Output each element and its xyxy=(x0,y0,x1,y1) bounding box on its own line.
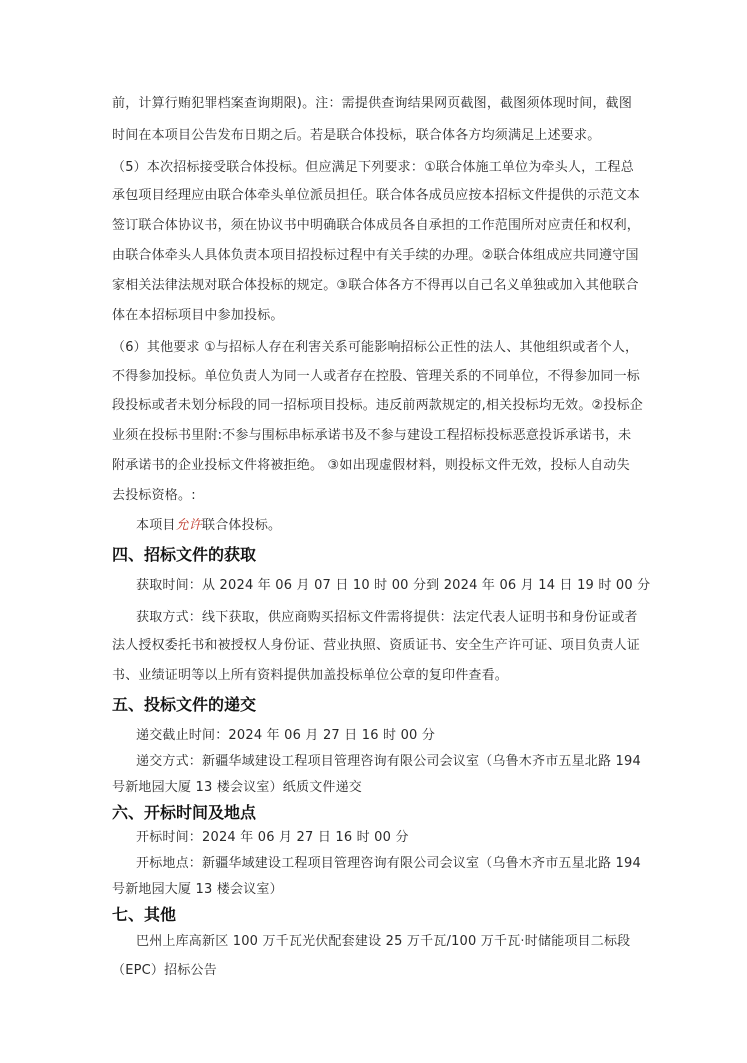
text-line: 法人授权委托书和被授权人身份证、营业执照、资质证书、安全生产许可证、项目负责人证 xyxy=(112,638,641,653)
text-line: 由联合体牵头人具体负责本项目招投标过程中有关手续的办理。②联合体组成应共同遵守国 xyxy=(112,248,639,263)
text-line: 联合体投标。 xyxy=(202,518,282,533)
text-line: （5）本次招标接受联合体投标。但应满足下列要求：①联合体施工单位为牵头人，工程总 xyxy=(112,160,634,175)
text-line: 获取时间：从 2024 年 06 月 07 日 10 时 00 分到 2024 年 06 月 14 日 19 时 00 分 xyxy=(136,578,651,593)
text-line: 家相关法律法规对联合体投标的规定。③联合体各方不得再以自己名义单独或加入其他联合 xyxy=(112,278,639,293)
text-line: 签订联合体协议书，须在协议书中明确联合体成员各自承担的工作范围所对应责任和权利， xyxy=(112,218,641,233)
text-line: 去投标资格。: xyxy=(112,488,196,503)
text-line: 号新地园大厦 13 楼会议室） xyxy=(112,882,283,897)
text-line: 体在本招标项目中参加投标。 xyxy=(112,308,284,323)
section-heading-7: 七、其他 xyxy=(112,905,177,924)
text-line: 巴州上库高新区 100 万千瓦光伏配套建设 25 万千瓦/100 万千瓦·时储能项目二标段 xyxy=(136,934,631,949)
text-line: 不得参加投标。单位负责人为同一人或者存在控股、管理关系的不同单位，不得参加同一标 xyxy=(112,369,641,384)
text-line: 获取方式：线下获取，供应商购买招标文件需将提供：法定代表人证明书和身份证或者 xyxy=(136,610,638,625)
text-line: 开标地点：新疆华域建设工程项目管理咨询有限公司会议室（乌鲁木齐市五星北路 194 xyxy=(136,856,641,871)
text-line: 业须在投标书里附:不参与围标串标承诺书及不参与建设工程招标投标恶意投诉承诺书，未 xyxy=(112,428,632,443)
text-line: 号新地园大厦 13 楼会议室）纸质文件递交 xyxy=(112,780,363,795)
allow-consortium-line xyxy=(136,517,281,535)
section-heading-5: 五、投标文件的递交 xyxy=(112,695,257,714)
text-line: 书、业绩证明等以上所有资料提供加盖投标单位公章的复印件查看。 xyxy=(112,668,509,683)
text-line: 本项目 xyxy=(136,518,176,533)
text-line: （EPC）招标公告 xyxy=(112,963,217,978)
section-heading-6: 六、开标时间及地点 xyxy=(112,803,257,822)
text-line: 时间在本项目公告发布日期之后。若是联合体投标，联合体各方均须满足上述要求。 xyxy=(112,128,601,143)
text-line: 前，计算行贿犯罪档案查询期限)。注：需提供查询结果网页截图，截图须体现时间，截图 xyxy=(112,96,633,111)
text-line: 段投标或者未划分标段的同一招标项目投标。违反前两款规定的,相关投标均无效。②投标企 xyxy=(112,398,643,413)
text-line: 递交方式：新疆华域建设工程项目管理咨询有限公司会议室（乌鲁木齐市五星北路 194 xyxy=(136,754,641,769)
text-line: （6）其他要求 ①与招标人存在利害关系可能影响招标公正性的法人、其他组织或者个人， xyxy=(112,340,639,355)
text-line: 附承诺书的企业投标文件将被拒绝。 ③如出现虚假材料，则投标文件无效，投标人自动失 xyxy=(112,458,630,473)
text-line: 递交截止时间：2024 年 06 月 27 日 16 时 00 分 xyxy=(136,728,436,743)
text-line: 承包项目经理应由联合体牵头单位派员担任。联合体各成员应按本招标文件提供的示范文本 xyxy=(112,188,641,203)
section-heading-4: 四、招标文件的获取 xyxy=(112,545,257,564)
text-line: 开标时间：2024 年 06 月 27 日 16 时 00 分 xyxy=(136,830,409,845)
allow-word: 允许 xyxy=(175,518,203,533)
